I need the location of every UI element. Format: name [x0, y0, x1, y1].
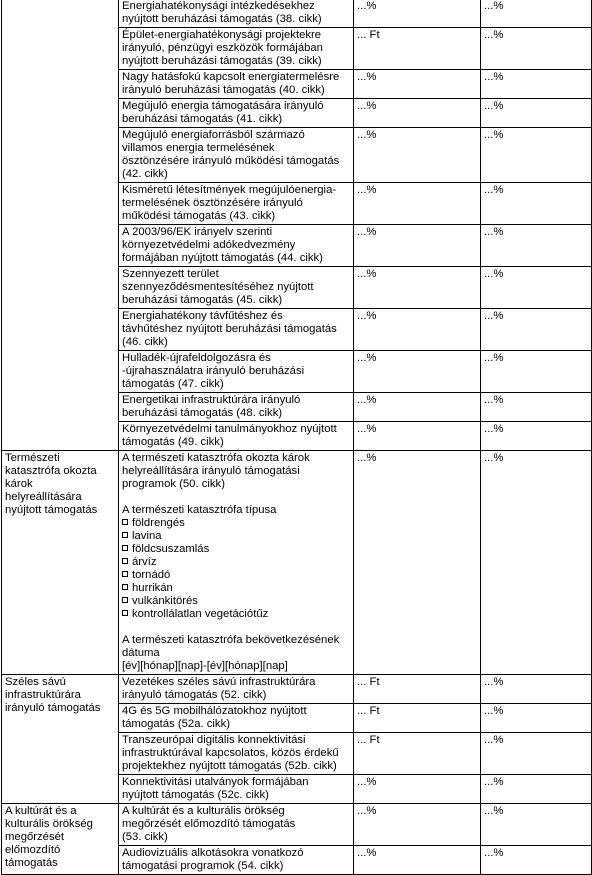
description-line: távhűtéshez nyújtott beruházási támogatás: [122, 323, 337, 335]
description-line: ösztönzésére irányuló működési támogatás: [122, 155, 340, 167]
checkbox-icon[interactable]: [122, 558, 128, 564]
disaster-type-option[interactable]: [122, 517, 351, 530]
description-line: működési támogatás (43. cikk): [122, 210, 276, 222]
category-line: nyújtott támogatás: [5, 504, 98, 516]
aid-amount-cell: ...%: [481, 775, 592, 804]
table-row: [2, 0, 592, 28]
disaster-type-option[interactable]: [122, 595, 351, 608]
aid-intensity-cell: ...%: [354, 393, 481, 422]
aid-intensity-cell: ...%: [354, 0, 481, 28]
description-line: Energetikai infrastruktúrára irányuló: [122, 394, 301, 406]
measure-description: [119, 733, 354, 775]
aid-amount-cell: ...%: [481, 28, 592, 70]
aid-intensity-cell: ...%: [354, 128, 481, 183]
table-row: [2, 675, 592, 704]
category-line: infrastruktúrára: [5, 689, 81, 701]
measure-description: [119, 267, 354, 309]
description-line: nyújtott beruházási támogatás (39. cikk): [122, 55, 322, 67]
description-line: A 2003/96/EK irányelv szerinti: [122, 226, 273, 238]
description-line: irányuló, pénzügyi eszközök formájában: [122, 42, 323, 54]
description-line: szennyeződésmentesítéséhez nyújtott: [122, 281, 314, 293]
description-line: programok (50. cikk): [122, 478, 225, 490]
aid-intensity-cell: ...%: [354, 183, 481, 225]
category-cell-continued: [2, 0, 119, 451]
aid-amount-cell: ...%: [481, 183, 592, 225]
aid-amount-cell: ...%: [481, 309, 592, 351]
disaster-type-label: árvíz: [132, 556, 157, 568]
description-line: megőrzését előmozdító támogatás: [122, 818, 296, 830]
aid-intensity-cell: ... Ft: [354, 704, 481, 733]
aid-amount-cell: ...%: [481, 70, 592, 99]
description-line: Audiovizuális alkotásokra vonatkozó: [122, 847, 304, 859]
table-row: [2, 804, 592, 846]
description-line: Épület-energiahatékonysági projektekre: [122, 29, 322, 41]
aid-intensity-cell: ...%: [354, 309, 481, 351]
checkbox-icon[interactable]: [122, 597, 128, 603]
measure-description: [119, 70, 354, 99]
aid-intensity-cell: ... Ft: [354, 733, 481, 775]
description-line: támogatás (49. cikk): [122, 436, 224, 448]
table-row: [2, 451, 592, 675]
checkbox-icon[interactable]: [122, 545, 128, 551]
aid-amount-cell: ...%: [481, 704, 592, 733]
spacer: [122, 621, 351, 634]
description-line: nyújtott támogatás (52c. cikk): [122, 789, 269, 801]
disaster-type-option[interactable]: [122, 530, 351, 543]
category-cell: [2, 804, 119, 875]
description-line: villamos energia termelésének: [122, 142, 275, 154]
aid-amount-cell: ...%: [481, 351, 592, 393]
category-line: megőrzését: [5, 831, 65, 843]
aid-intensity-cell: ...%: [354, 451, 481, 675]
category-cell: [2, 451, 119, 675]
date-line: A természeti katasztrófa bekövetkezésének: [122, 634, 340, 646]
aid-amount-cell: ...%: [481, 225, 592, 267]
disaster-type-option[interactable]: [122, 569, 351, 582]
disaster-type-option[interactable]: [122, 608, 351, 621]
disaster-type-option[interactable]: [122, 543, 351, 556]
description-line: termelésének ösztönzésére irányuló: [122, 197, 303, 209]
disaster-type-label: lavina: [132, 530, 162, 542]
disaster-type-option[interactable]: [122, 556, 351, 569]
description-line: Konnektivitási utalványok formájában: [122, 776, 309, 788]
description-line: Szennyezett terület: [122, 268, 219, 280]
date-line: dátuma: [122, 647, 160, 659]
description-line: Vezetékes széles sávú infrastruktúrára: [122, 676, 316, 688]
description-line: 4G és 5G mobilhálózatokhoz nyújtott: [122, 705, 307, 717]
aid-amount-cell: ...%: [481, 267, 592, 309]
measure-description: [119, 451, 354, 675]
disaster-type-label: kontrollálatlan vegetációtűz: [132, 608, 269, 620]
measure-description: [119, 183, 354, 225]
measure-description: [119, 309, 354, 351]
description-line: beruházási támogatás (45. cikk): [122, 294, 283, 306]
aid-intensity-cell: ...%: [354, 775, 481, 804]
measure-description: [119, 846, 354, 875]
aid-intensity-cell: ...%: [354, 804, 481, 846]
disaster-type-title: A természeti katasztrófa típusa: [122, 504, 277, 516]
aid-amount-cell: ...%: [481, 675, 592, 704]
measure-description: [119, 422, 354, 451]
category-line: Széles sávú: [5, 676, 66, 688]
measure-description: [119, 393, 354, 422]
description-line: beruházási támogatás (41. cikk): [122, 113, 283, 125]
measure-description: [119, 775, 354, 804]
description-line: Megújuló energia támogatására irányuló: [122, 100, 324, 112]
checkbox-icon[interactable]: [122, 532, 128, 538]
category-line: támogatás: [5, 857, 58, 869]
aid-intensity-cell: ...%: [354, 267, 481, 309]
description-line: Megújuló energiaforrásból származó: [122, 129, 305, 141]
category-line: Természeti: [5, 452, 60, 464]
disaster-type-option[interactable]: [122, 582, 351, 595]
description-line: Hulladék-újrafeldolgozásra és: [122, 352, 271, 364]
measure-description: [119, 28, 354, 70]
measure-description: [119, 0, 354, 28]
category-line: katasztrófa okozta: [5, 465, 97, 477]
description-line: (46. cikk): [122, 336, 168, 348]
description-line: formájában nyújtott támogatás (44. cikk): [122, 252, 323, 264]
description-line: Nagy hatásfokú kapcsolt energiatermelésre: [122, 71, 340, 83]
checkbox-icon[interactable]: [122, 571, 128, 577]
aid-amount-cell: ...%: [481, 804, 592, 846]
description-line: A természeti katasztrófa okozta károk: [122, 452, 310, 464]
aid-amount-cell: ...%: [481, 0, 592, 28]
aid-table-body: [2, 0, 592, 875]
aid-intensity-cell: ...%: [354, 422, 481, 451]
category-line: irányuló támogatás: [5, 702, 101, 714]
description-line: -újrahasználatra irányuló beruházási: [122, 365, 305, 377]
measure-description: [119, 128, 354, 183]
description-line: helyreállítására irányuló támogatási: [122, 465, 300, 477]
aid-intensity-cell: ... Ft: [354, 675, 481, 704]
description-line: irányuló támogatás (52. cikk): [122, 689, 267, 701]
description-line: A kultúrát és a kulturális örökség: [122, 805, 285, 817]
measure-description: [119, 804, 354, 846]
category-line: kulturális örökség: [5, 818, 93, 830]
spacer: [122, 491, 351, 504]
checkbox-icon[interactable]: [122, 584, 128, 590]
description-line: (53. cikk): [122, 831, 168, 843]
category-line: előmozdító: [5, 844, 61, 856]
disaster-type-label: vulkánkitörés: [132, 595, 198, 607]
aid-intensity-cell: ...%: [354, 225, 481, 267]
disaster-type-label: hurrikán: [132, 582, 173, 594]
description-line: nyújtott beruházási támogatás (38. cikk): [122, 13, 322, 25]
date-line: [év][hónap][nap]-[év][hónap][nap]: [122, 660, 288, 672]
aid-amount-cell: ...%: [481, 99, 592, 128]
aid-intensity-cell: ...%: [354, 351, 481, 393]
disaster-type-label: földcsuszamlás: [132, 543, 210, 555]
category-line: helyreállítására: [5, 491, 82, 503]
aid-amount-cell: ...%: [481, 393, 592, 422]
description-line: projektekhez nyújtott támogatás (52b. cikk): [122, 760, 337, 772]
measure-description: [119, 351, 354, 393]
checkbox-icon[interactable]: [122, 519, 128, 525]
aid-amount-cell: ...%: [481, 422, 592, 451]
description-line: Környezetvédelmi tanulmányokhoz nyújtott: [122, 423, 337, 435]
category-line: károk: [5, 478, 33, 490]
disaster-type-label: tornádó: [132, 569, 171, 581]
description-line: támogatási programok (54. cikk): [122, 860, 284, 872]
aid-table: [1, 0, 592, 875]
measure-description: [119, 704, 354, 733]
category-cell: [2, 675, 119, 804]
aid-amount-cell: ...%: [481, 451, 592, 675]
description-line: Kisméretű létesítmények megújulóenergia-: [122, 184, 337, 196]
description-line: Energiahatékony távfűtéshez és: [122, 310, 283, 322]
aid-amount-cell: ...%: [481, 128, 592, 183]
aid-amount-cell: ...%: [481, 846, 592, 875]
disaster-type-label: földrengés: [132, 517, 185, 529]
description-line: támogatás (47. cikk): [122, 378, 224, 390]
category-line: A kultúrát és a: [5, 805, 77, 817]
aid-intensity-cell: ...%: [354, 70, 481, 99]
measure-description: [119, 225, 354, 267]
aid-intensity-cell: ...%: [354, 99, 481, 128]
description-line: infrastruktúrával kapcsolatos, közös érdekű: [122, 747, 339, 759]
measure-description: [119, 99, 354, 128]
checkbox-icon[interactable]: [122, 610, 128, 616]
description-line: környezetvédelmi adókedvezmény: [122, 239, 296, 251]
description-line: támogatás (52a. cikk): [122, 718, 230, 730]
description-line: Energiahatékonysági intézkedésekhez: [122, 0, 315, 12]
aid-intensity-cell: ...%: [354, 846, 481, 875]
measure-description: [119, 675, 354, 704]
description-line: (42. cikk): [122, 168, 168, 180]
description-line: irányuló beruházási támogatás (40. cikk): [122, 84, 325, 96]
aid-amount-cell: ...%: [481, 733, 592, 775]
description-line: Transzeurópai digitális konnektivitási: [122, 734, 306, 746]
aid-intensity-cell: ... Ft: [354, 28, 481, 70]
description-line: beruházási támogatás (48. cikk): [122, 407, 283, 419]
